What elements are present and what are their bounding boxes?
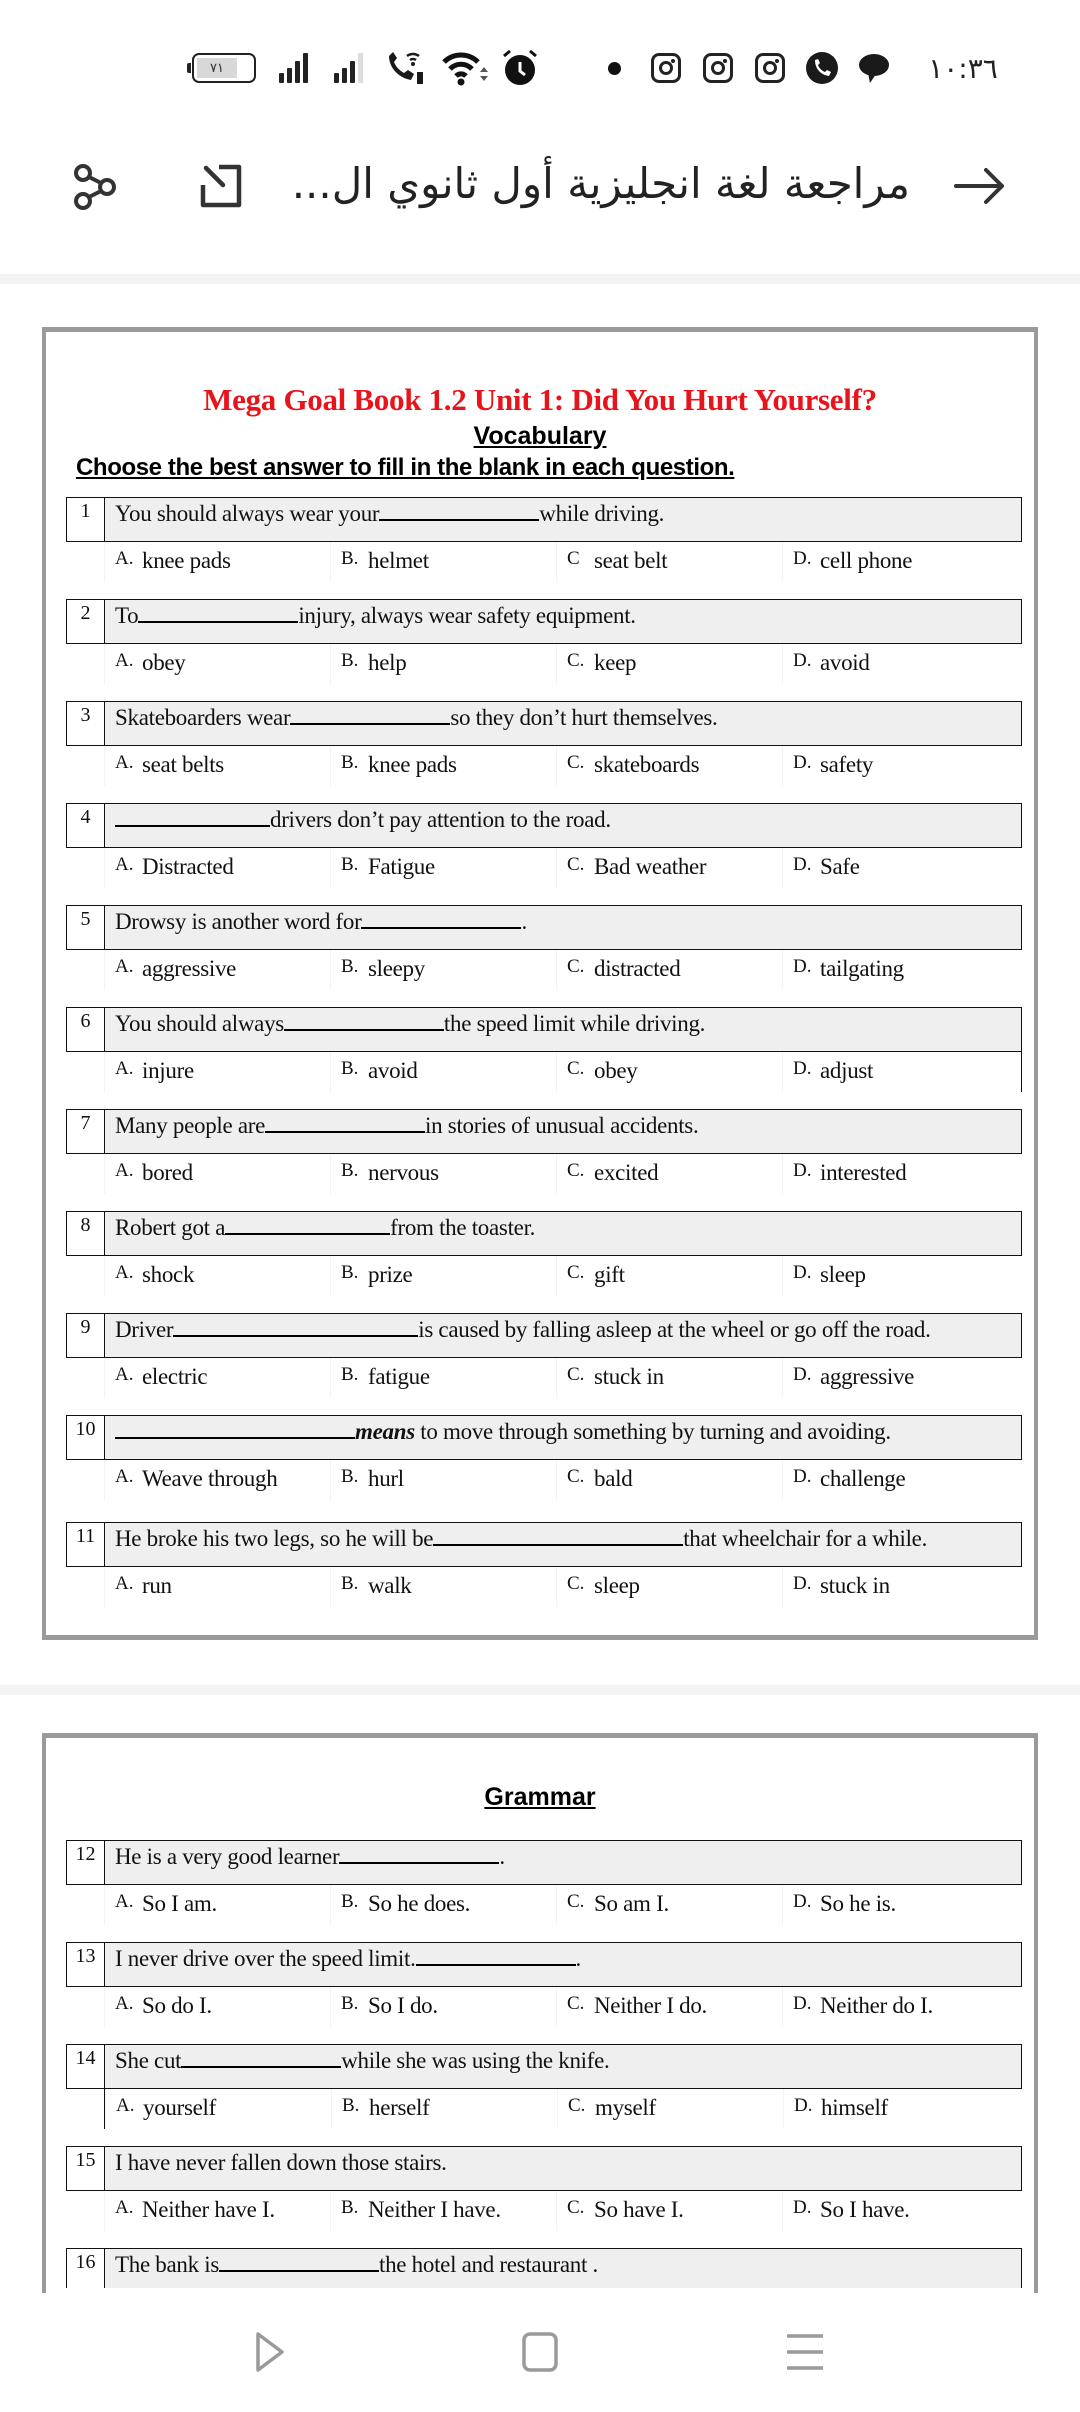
option-a[interactable]: A. Distracted bbox=[104, 848, 234, 888]
answer-blank bbox=[433, 1526, 683, 1546]
wifi-calling-icon bbox=[382, 40, 428, 96]
question-text: To injury, always wear safety equipment. bbox=[115, 603, 636, 628]
question-text: You should always wear your while driving. bbox=[115, 501, 665, 526]
answer-blank bbox=[138, 603, 298, 623]
question-text: Skateboarders wear so they don’t hurt themselves. bbox=[115, 705, 718, 730]
option-a[interactable]: A. knee pads bbox=[104, 542, 231, 582]
option-d[interactable]: D. adjust bbox=[782, 1052, 873, 1092]
question-13 bbox=[66, 1942, 1022, 2027]
question-text: He is a very good learner . bbox=[115, 1844, 505, 1869]
option-b[interactable]: B. avoid bbox=[330, 1052, 418, 1092]
answer-options bbox=[104, 1358, 1022, 1398]
notification-dot-icon bbox=[604, 40, 624, 96]
answer-blank bbox=[265, 1113, 425, 1133]
answer-options bbox=[104, 746, 1022, 786]
answer-options bbox=[104, 1052, 1022, 1092]
question-number: 11 bbox=[67, 1523, 105, 1566]
question-number: 6 bbox=[67, 1008, 105, 1051]
answer-blank bbox=[339, 1844, 499, 1864]
option-d[interactable]: D. interested bbox=[782, 1154, 906, 1194]
option-c[interactable]: C. So have I. bbox=[556, 2191, 684, 2231]
answer-options bbox=[104, 2089, 1022, 2129]
answer-options bbox=[104, 848, 1022, 888]
question-15 bbox=[66, 2146, 1022, 2231]
option-b[interactable]: B. So he does. bbox=[330, 1885, 470, 1925]
option-d[interactable]: D. challenge bbox=[782, 1460, 905, 1500]
separator bbox=[0, 1685, 1080, 1695]
question-text: Many people are in stories of unusual accidents. bbox=[115, 1113, 699, 1138]
instagram-icon bbox=[700, 40, 736, 96]
option-b[interactable]: B. nervous bbox=[330, 1154, 439, 1194]
battery-level: ٧١ bbox=[197, 58, 237, 78]
option-b[interactable]: B. fatigue bbox=[330, 1358, 430, 1398]
question-number: 14 bbox=[67, 2045, 105, 2088]
section-heading-grammar: Grammar bbox=[484, 1783, 596, 1811]
answer-blank bbox=[115, 1419, 355, 1439]
home-square-icon[interactable] bbox=[505, 2322, 575, 2382]
question-text: He broke his two legs, so he will be that wheelchair for a while. bbox=[115, 1526, 928, 1551]
option-c[interactable]: C. sleep bbox=[556, 1567, 640, 1607]
answer-options bbox=[104, 2191, 1022, 2231]
question-4 bbox=[66, 803, 1022, 888]
back-triangle-icon[interactable] bbox=[235, 2322, 305, 2382]
question-number: 9 bbox=[67, 1314, 105, 1357]
answer-blank bbox=[361, 909, 521, 929]
answer-blank bbox=[115, 807, 270, 827]
answer-blank bbox=[290, 705, 450, 725]
instructions: Choose the best answer to fill in the blank in each question. bbox=[76, 454, 735, 481]
option-b[interactable]: B. helmet bbox=[330, 542, 429, 582]
option-d[interactable]: D. himself bbox=[783, 2089, 888, 2129]
arrow-right-icon[interactable] bbox=[952, 158, 1008, 214]
question-10 bbox=[66, 1415, 1022, 1500]
option-c[interactable]: C. skateboards bbox=[556, 746, 699, 786]
option-c[interactable]: C. gift bbox=[556, 1256, 625, 1296]
recents-lines-icon[interactable] bbox=[770, 2322, 840, 2382]
status-bar bbox=[0, 40, 1080, 96]
wifi-icon bbox=[440, 40, 490, 96]
answer-blank bbox=[219, 2252, 379, 2272]
option-a[interactable]: A. injure bbox=[104, 1052, 194, 1092]
separator bbox=[0, 274, 1080, 284]
option-c[interactable]: C. Bad weather bbox=[556, 848, 706, 888]
question-text: The bank is the hotel and restaurant . bbox=[115, 2252, 598, 2277]
option-c[interactable]: C. bald bbox=[556, 1460, 632, 1500]
answer-options bbox=[104, 1460, 1022, 1500]
option-b[interactable]: B. hurl bbox=[330, 1460, 404, 1500]
option-b[interactable]: B. Fatigue bbox=[330, 848, 435, 888]
option-c[interactable]: C. Neither I do. bbox=[556, 1987, 707, 2027]
question-7 bbox=[66, 1109, 1022, 1194]
question-text: She cut while she was using the knife. bbox=[115, 2048, 610, 2073]
option-d[interactable]: D. cell phone bbox=[782, 542, 912, 582]
option-b[interactable]: B. Neither I have. bbox=[330, 2191, 501, 2231]
question-number: 5 bbox=[67, 906, 105, 949]
option-a[interactable]: A. seat belts bbox=[104, 746, 224, 786]
question-9 bbox=[66, 1313, 1022, 1398]
option-c[interactable]: C. So am I. bbox=[556, 1885, 669, 1925]
option-b[interactable]: B. walk bbox=[330, 1567, 412, 1607]
option-c[interactable]: C. obey bbox=[556, 1052, 638, 1092]
question-12 bbox=[66, 1840, 1022, 1925]
option-a[interactable]: A. shock bbox=[104, 1256, 194, 1296]
question-text: I have never fallen down those stairs. bbox=[115, 2150, 447, 2175]
instagram-icon bbox=[648, 40, 684, 96]
question-number: 1 bbox=[67, 498, 105, 541]
option-b[interactable]: B. sleepy bbox=[330, 950, 425, 990]
option-a[interactable]: A. So I am. bbox=[104, 1885, 217, 1925]
option-d[interactable]: D. So I have. bbox=[782, 2191, 910, 2231]
question-2 bbox=[66, 599, 1022, 684]
option-a[interactable]: A. aggressive bbox=[104, 950, 236, 990]
answer-options bbox=[104, 1154, 1022, 1194]
option-d[interactable]: D. tailgating bbox=[782, 950, 904, 990]
question-text: You should always the speed limit while driving. bbox=[115, 1011, 706, 1036]
question-text: drivers don’t pay attention to the road. bbox=[105, 804, 1021, 847]
app-header bbox=[0, 140, 1080, 230]
answer-options bbox=[104, 1885, 1022, 1925]
option-c[interactable]: C. distracted bbox=[556, 950, 680, 990]
option-b[interactable]: B. So I do. bbox=[330, 1987, 438, 2027]
question-text: Robert got a from the toaster. bbox=[115, 1215, 536, 1240]
chat-bubble-icon bbox=[854, 40, 894, 96]
option-d[interactable]: D. Neither do I. bbox=[782, 1987, 933, 2027]
instagram-icon bbox=[752, 40, 788, 96]
question-14 bbox=[66, 2044, 1022, 2129]
question-number: 3 bbox=[67, 702, 105, 745]
option-b[interactable]: B. herself bbox=[331, 2089, 429, 2129]
whatsapp-icon bbox=[802, 40, 842, 96]
signal-icon bbox=[322, 40, 374, 96]
question-number: 10 bbox=[67, 1416, 105, 1459]
answer-options bbox=[104, 1567, 1022, 1607]
document-page-1[interactable] bbox=[42, 327, 1038, 1640]
option-b[interactable]: B. prize bbox=[330, 1256, 412, 1296]
option-c[interactable]: C seat belt bbox=[556, 542, 667, 582]
answer-options bbox=[104, 950, 1022, 990]
document-heading: Mega Goal Book 1.2 Unit 1: Did You Hurt Yourself? bbox=[203, 382, 877, 417]
question-number: 12 bbox=[67, 1841, 105, 1884]
answer-options bbox=[104, 542, 1022, 582]
option-c[interactable]: C. myself bbox=[557, 2089, 656, 2129]
option-a[interactable]: A. run bbox=[104, 1567, 172, 1607]
document-title: مراجعة لغة انجليزية أول ثانوي ال... bbox=[291, 159, 910, 208]
question-8 bbox=[66, 1211, 1022, 1296]
option-a[interactable]: A. obey bbox=[104, 644, 186, 684]
option-a[interactable]: A. yourself bbox=[105, 2089, 216, 2129]
share-icon[interactable] bbox=[66, 158, 122, 214]
question-number: 15 bbox=[67, 2147, 105, 2190]
section-heading-vocabulary: Vocabulary bbox=[473, 422, 607, 450]
question-number: 2 bbox=[67, 600, 105, 643]
answer-blank bbox=[284, 1011, 444, 1031]
answer-options bbox=[104, 644, 1022, 684]
answer-blank bbox=[173, 1317, 418, 1337]
option-d[interactable]: D. safety bbox=[782, 746, 873, 786]
emphasized-word: means bbox=[355, 1419, 415, 1444]
option-a[interactable]: A. Neither have I. bbox=[104, 2191, 275, 2231]
question-number: 7 bbox=[67, 1110, 105, 1153]
question-3 bbox=[66, 701, 1022, 786]
option-a[interactable]: A. So do I. bbox=[104, 1987, 212, 2027]
option-a[interactable]: A. electric bbox=[104, 1358, 207, 1398]
option-a[interactable]: A. bored bbox=[104, 1154, 193, 1194]
open-external-icon[interactable] bbox=[194, 158, 250, 214]
question-number: 13 bbox=[67, 1943, 105, 1986]
document-page-2[interactable] bbox=[42, 1733, 1038, 2293]
alarm-icon bbox=[498, 40, 542, 96]
question-text: Drowsy is another word for . bbox=[115, 909, 527, 934]
option-d[interactable]: D. sleep bbox=[782, 1256, 866, 1296]
question-11 bbox=[66, 1522, 1022, 1607]
option-a[interactable]: A. Weave through bbox=[104, 1460, 277, 1500]
option-b[interactable]: B. knee pads bbox=[330, 746, 457, 786]
option-d[interactable]: D. avoid bbox=[782, 644, 870, 684]
battery-icon bbox=[188, 40, 260, 96]
option-d[interactable]: D. stuck in bbox=[782, 1567, 890, 1607]
question-text: Driver is caused by falling asleep at the wheel or go off the road. bbox=[115, 1317, 931, 1342]
system-navigation-bar bbox=[0, 2300, 1080, 2412]
option-d[interactable]: D. aggressive bbox=[782, 1358, 914, 1398]
question-number: 16 bbox=[67, 2249, 105, 2288]
answer-options bbox=[104, 1987, 1022, 2027]
option-c[interactable]: C. excited bbox=[556, 1154, 658, 1194]
answer-blank bbox=[225, 1215, 390, 1235]
question-6 bbox=[66, 1007, 1022, 1092]
answer-options bbox=[104, 1256, 1022, 1296]
option-d[interactable]: D. So he is. bbox=[782, 1885, 896, 1925]
clock: ١٠:٣٦ bbox=[928, 51, 998, 85]
question-text: I never drive over the speed limit. . bbox=[115, 1946, 581, 1971]
option-d[interactable]: D. Safe bbox=[782, 848, 860, 888]
answer-blank bbox=[379, 501, 539, 521]
question-number: 8 bbox=[67, 1212, 105, 1255]
option-b[interactable]: B. help bbox=[330, 644, 406, 684]
question-number: 4 bbox=[67, 804, 105, 847]
option-c[interactable]: C. keep bbox=[556, 644, 636, 684]
signal-icon bbox=[268, 40, 318, 96]
question-1 bbox=[66, 497, 1022, 582]
option-c[interactable]: C. stuck in bbox=[556, 1358, 664, 1398]
answer-blank bbox=[181, 2048, 341, 2068]
question-text: means to move through something by turning and avoiding. bbox=[105, 1416, 1021, 1459]
answer-blank bbox=[416, 1946, 576, 1966]
question-5 bbox=[66, 905, 1022, 990]
question-16 bbox=[66, 2248, 1022, 2288]
